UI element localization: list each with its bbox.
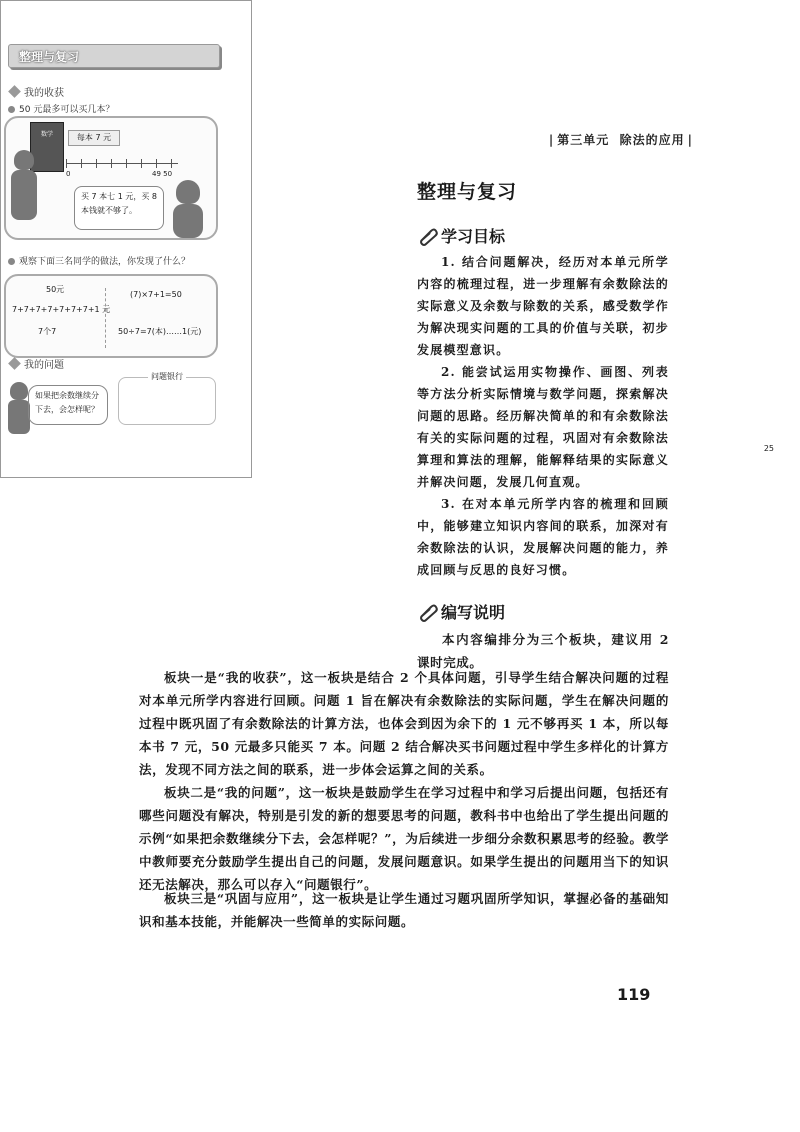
thumb-q2-text: 观察下面三名同学的做法，你发现了什么？ — [19, 257, 191, 267]
chapter-header — [546, 131, 696, 148]
body-paragraph-1: 板块一是“我的收获”，这一板块是结合 2 个具体问题，引导学生结合解决问题的过程对本单元所学内容进行回顾。问题 1 旨在解决有余数除法的实际问题，学生在解决问题的过程中既巩固了有余数除法的计算方法，也体会到因为余下的 1 元不够再买 1 本，所以每本书 7 元，50 元最多只能买 7 本。问题 2 结合解决买书问题过程中学生多样化的计算方法，发现不同方法之间的联系，进一步体会运算之间的关系。 — [139, 670, 669, 777]
notes-heading-text: 编写说明 — [441, 603, 506, 622]
thumb-question-2 — [8, 254, 190, 267]
girl-head-illustration — [176, 180, 200, 204]
thumb-harvest-text: 我的收获 — [24, 88, 64, 99]
header-bar-right: | — [687, 133, 693, 147]
paperclip-icon — [417, 228, 439, 246]
bullet-icon — [8, 258, 15, 265]
number-line-end: 49 50 — [152, 170, 173, 178]
objectives-heading — [417, 224, 505, 247]
boy-body-illustration — [11, 170, 37, 220]
header-topic: 除法的应用 — [619, 133, 685, 147]
paperclip-icon — [417, 604, 439, 622]
thumb-banner-text: 整理与复习 — [19, 50, 80, 64]
thumb-q1-text: 50 元最多可以买几本？ — [19, 105, 115, 115]
notes-heading — [417, 600, 505, 623]
number-line-start: 0 — [66, 170, 71, 178]
boy-head-illustration — [14, 150, 34, 170]
wonder-bubble: 如果把余数继续分下去，会怎样呢？ — [28, 385, 108, 425]
child-head-illustration — [10, 382, 28, 400]
calc-bottom: 7个7 — [38, 327, 57, 336]
thumb-question-heading — [10, 356, 64, 371]
calc-sum: 7+7+7+7+7+7+7+1 元 — [12, 305, 111, 314]
calc-right-1: (7)×7+1=50 — [130, 290, 182, 299]
calc-top: 50元 — [46, 285, 65, 294]
question-bank-box — [118, 372, 216, 425]
girl-body-illustration — [173, 204, 203, 238]
thumb-banner — [8, 44, 220, 68]
objective-1: 1. 结合问题解决，经历对本单元所学内容的梳理过程，进一步理解有余数除法的实际意义及余数与除数的关系，感受数学作为解决现实问题的工具的价值与关联，初步发展模型意识。 — [417, 255, 669, 357]
diamond-icon — [8, 85, 21, 98]
body-paragraph-2: 板块二是“我的问题”，这一板块是鼓励学生在学习过程中和学习后提出问题，包括还有哪些问题没有解决，特别是引发的新的想要思考的问题，教科书中也给出了学生提出问题的示例“如果把余数继续分下去，会怎样呢？”，为后续进一步细分余数积累思考的经验。教学中教师要充分鼓励学生提出自己的问题，发展问题意识。如果学生提出的问题用当下的知识还无法解决，那么可以存入“问题银行”。 — [139, 785, 669, 892]
number-line — [66, 156, 178, 168]
textbook-page-thumbnail: 整理与复习 我的收获 50 元最多可以买几本？ 数学 每本 7 元 0 49 50 买 7 本七 1 元，买 8 本钱就不够了。 观察下面三名同学的做法，你发现了什么？ 50元 7+7+7+7+7+7+7+1 元 7个7 (7)×7+1=50 50÷7=7(本)……1(元) 我的问题 如果把余数继续分下去，会怎样呢？ 问题银行 25 — [0, 0, 252, 478]
thumb-panel-calc — [4, 274, 218, 358]
intro-paragraph: 本内容编排分为三个板块，建议用 2 课时完成。 — [417, 632, 669, 670]
objective-2: 2. 能尝试运用实物操作、画图、列表等方法分析实际情境与数学问题，探索解决问题的思路。经历解决简单的和有余数除法有关的实际问题的过程，巩固对有余数除法算理和算法的理解，能解释结果的实际意义并解决问题，发展几何直观。 — [417, 365, 669, 489]
speech-bubble: 买 7 本七 1 元，买 8 本钱就不够了。 — [74, 186, 164, 230]
bullet-icon — [8, 106, 15, 113]
header-unit: 第三单元 — [557, 133, 610, 147]
calc-right-2: 50÷7=7(本)……1(元) — [118, 327, 202, 336]
book-cover-text: 数学 — [40, 131, 53, 138]
question-bank-label: 问题银行 — [148, 372, 186, 381]
calc-divider — [105, 288, 106, 348]
book-illustration — [30, 122, 64, 172]
page-number: 119 — [617, 985, 651, 1004]
thumb-harvest-heading — [10, 84, 64, 99]
objective-3: 3. 在对本单元所学内容的梳理和回顾中，能够建立知识内容间的联系，加深对有余数除法的认识，发展解决问题的能力，养成回顾与反思的良好习惯。 — [417, 497, 669, 577]
body-paragraph-3: 板块三是“巩固与应用”，这一板块是让学生通过习题巩固所学知识，掌握必备的基础知识和基本技能，并能解决一些简单的实际问题。 — [139, 891, 669, 929]
objectives-heading-text: 学习目标 — [441, 227, 506, 246]
child-body-illustration — [8, 400, 30, 434]
header-bar-left: | — [548, 133, 555, 147]
diamond-icon — [8, 357, 21, 370]
section-title: 整理与复习 — [417, 181, 518, 203]
thumb-question-1 — [8, 102, 114, 115]
price-tag: 每本 7 元 — [68, 130, 120, 146]
thumb-question-heading-text: 我的问题 — [24, 360, 64, 371]
